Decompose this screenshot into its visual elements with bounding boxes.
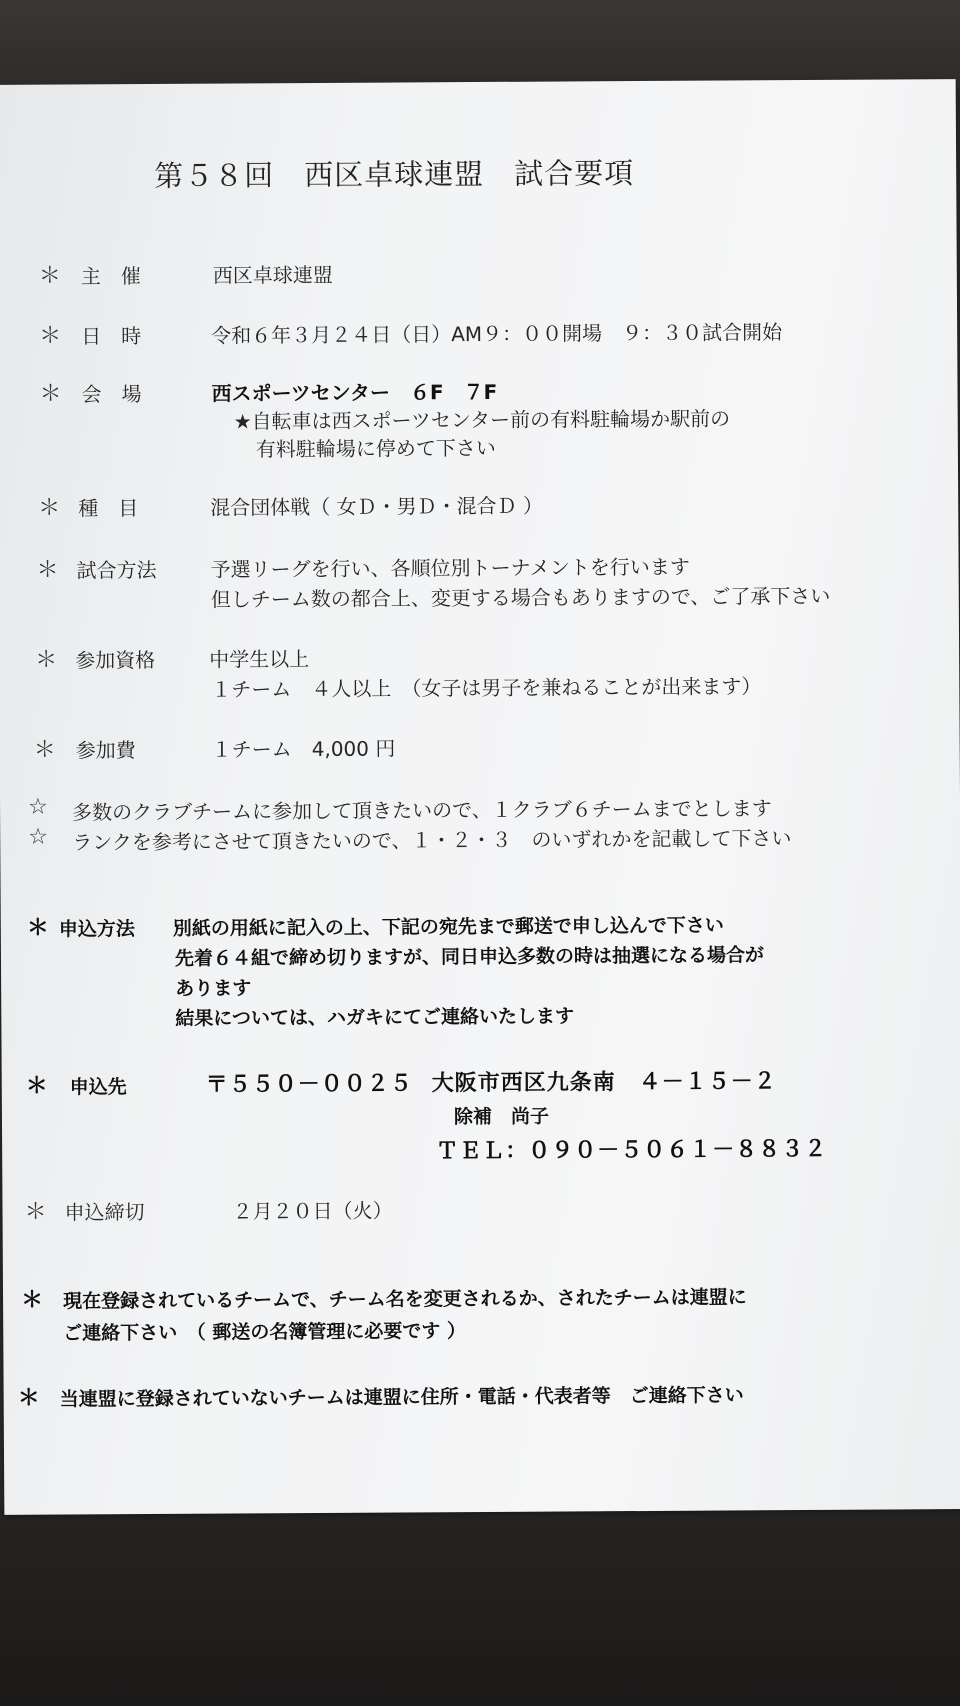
venue-note-line1: ★自転車は西スポーツセンター前の有料駐輪場か駅前の: [233, 406, 731, 434]
organizer-value: 西区卓球連盟: [212, 262, 333, 288]
venue-label: 会 場: [81, 382, 142, 407]
document-title: 第５８回 西区卓球連盟 試合要項: [154, 156, 635, 193]
note-text: ランクを参考にさせて頂きたいので、１・２・３ のいずれかを記載して下さい: [72, 826, 792, 855]
final-note-mark: ＊: [20, 1287, 44, 1313]
deadline-label: 申込締切: [64, 1200, 145, 1225]
final-note-line2: ご連絡下さい （ 郵送の名簿管理に必要です ）: [63, 1320, 467, 1345]
fee-value: １チーム 4,000 円: [211, 736, 396, 762]
datetime-mark: ＊: [39, 323, 62, 349]
deadline-value: ２月２０日（火）: [232, 1198, 393, 1224]
organizer-label: 主 催: [80, 264, 141, 289]
note-text: 多数のクラブチームに参加して頂きたいので、１クラブ６チームまでとします: [72, 796, 772, 825]
method-label: 試合方法: [76, 557, 157, 583]
application-label: 申込方法: [58, 918, 135, 941]
final-note-line1: 当連盟に登録されていないチームは連盟に住所・電話・代表者等 ご連絡下さい: [59, 1384, 744, 1411]
address-postal-code: 〒５５０－００２５: [205, 1071, 413, 1098]
datetime-label: 日 時: [81, 324, 142, 349]
organizer-mark: ＊: [38, 263, 61, 289]
datetime-value: 令和６年３月２４日（日）AM９：００開場 ９：３０試合開始: [211, 320, 783, 348]
final-note-mark: ＊: [17, 1385, 40, 1411]
event-value: 混合団体戦（ 女Ｄ・男Ｄ・混合Ｄ ）: [210, 493, 544, 520]
eligibility-value-line1: 中学生以上: [209, 647, 310, 672]
address-phone: ＴＥＬ：０９０－５０６１－８８３２: [436, 1136, 828, 1165]
document-sheet: [0, 79, 960, 1515]
method-mark: ＊: [36, 557, 59, 583]
application-line2: 先着６４組で締め切りますが、同日申込多数の時は抽選になる場合が: [174, 944, 765, 970]
table-surface-top: [0, 0, 960, 90]
fee-label: 参加費: [75, 738, 136, 763]
application-line3: あります: [175, 977, 252, 1000]
final-note-line1: 現在登録されているチームで、チーム名を変更されるか、されたチームは連盟に: [63, 1286, 747, 1313]
event-mark: ＊: [38, 495, 61, 521]
eligibility-label: 参加資格: [75, 647, 156, 673]
deadline-mark: ＊: [24, 1199, 47, 1225]
fee-mark: ＊: [33, 737, 56, 763]
eligibility-mark: ＊: [35, 647, 58, 673]
address-contact-name: 除補 尚子: [453, 1105, 550, 1129]
venue-value: 西スポーツセンター ６F ７F: [211, 379, 498, 406]
table-surface-bottom: [0, 1505, 960, 1706]
eligibility-value-line2: １チーム ４人以上 （女子は男子を兼ねることが出来ます）: [211, 674, 762, 702]
venue-mark: ＊: [39, 381, 62, 407]
application-line1: 別紙の用紙に記入の上、下記の宛先まで郵送で申し込んで下さい: [172, 914, 724, 940]
address-street: 大阪市西区九条南 ４－１５－２: [431, 1069, 777, 1097]
event-label: 種 目: [78, 496, 139, 521]
method-value-line1: 予選リーグを行い、各順位別トーナメントを行います: [210, 554, 690, 582]
application-mark: ＊: [26, 915, 49, 941]
note-star-mark: ☆: [27, 794, 48, 820]
address-label: 申込先: [69, 1076, 127, 1099]
note-star-mark: ☆: [28, 824, 49, 850]
method-value-line2: 但しチーム数の都合上、変更する場合もありますので、ご了承下さい: [210, 583, 831, 612]
venue-note-line2: 有料駐輪場に停めて下さい: [255, 435, 496, 462]
application-line4: 結果については、ハガキにてご連絡いたします: [175, 1005, 575, 1030]
address-mark: ＊: [25, 1073, 48, 1099]
